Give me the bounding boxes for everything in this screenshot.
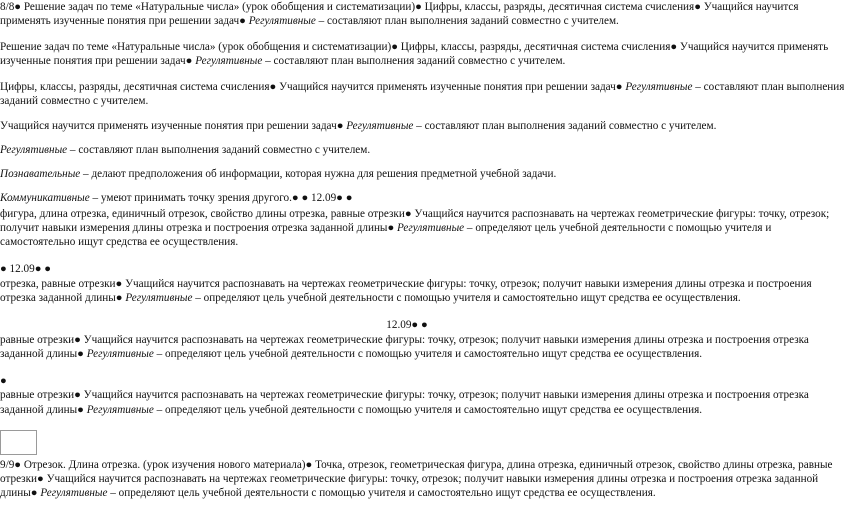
text-line <box>0 14 814 29</box>
text-run: 12.09● ● <box>386 319 428 331</box>
italic-term: Регулятивные <box>397 222 465 234</box>
text-run: самостоятельно ищут средства ее осуществления. <box>0 236 239 248</box>
text-line <box>0 472 819 487</box>
text-run: – составляют план выполнения заданий совместно с учителем. <box>315 15 619 27</box>
italic-term: Регулятивные <box>625 81 693 93</box>
text-run: ● 12.09● ● <box>0 263 52 275</box>
text-line <box>0 277 814 292</box>
text-run: Решение задач по теме «Натуральные числа» (урок обобщения и систематизации)● Цифры, классы, разряды, десятичная система счисления● Учащийся научится применять <box>0 41 829 53</box>
text-run: – составляют план выполнения заданий совместно с учителем. <box>67 144 371 156</box>
text-run: Цифры, классы, разряды, десятичная система счисления● Учащийся научится применять изученные понятия при решении задач● <box>0 81 626 93</box>
text-run: изученные понятия при решении задач● <box>0 55 196 67</box>
text-line <box>0 143 814 158</box>
italic-term: Регулятивные <box>195 55 263 67</box>
text-run: – определяют цель учебной деятельности с помощью учителя и <box>464 222 772 234</box>
text-line <box>0 167 814 182</box>
text-run: – делают предположения об информации, которая нужна для решения предметной учебной задачи. <box>80 168 557 180</box>
text-run: отрезки● Учащийся научится распознавать на чертежах геометрические фигуры: точку, отрезок; получит навыки измерения длины отрезка и построения отрезка заданной <box>0 473 819 485</box>
text-run: – умеют принимать точку зрения другого.● ● 12.09● ● <box>89 192 353 204</box>
text-line <box>0 291 814 306</box>
text-line <box>0 221 814 236</box>
text-run: ● <box>0 375 7 387</box>
text-run: равные отрезки● Учащийся научится распознавать на чертежах геометрические фигуры: точку, отрезок; получит навыки измерения длины отрезка и построения отрезка <box>0 389 809 401</box>
text-run: заданной длины● <box>0 404 87 416</box>
text-line <box>0 403 814 418</box>
italic-term: Регулятивные <box>86 404 154 416</box>
italic-term: Регулятивные <box>248 15 316 27</box>
text-run: – определяют цель учебной деятельности с помощью учителя и самостоятельно ищут средства ее осуществления. <box>153 404 703 416</box>
italic-term: Регулятивные <box>0 144 68 156</box>
italic-term: Регулятивные <box>40 487 108 499</box>
italic-term: Регулятивные <box>86 348 154 360</box>
text-line <box>0 347 814 362</box>
text-run: фигура, длина отрезка, единичный отрезок, свойство длины отрезка, равные отрезки● Учащийся научится распознавать на чертежах геометрические фигуры: точку, отрезок; <box>0 208 830 220</box>
text-run: – составляют план выполнения <box>692 81 844 93</box>
text-run: длины● <box>0 487 41 499</box>
text-line <box>0 191 814 206</box>
italic-term: Познавательные <box>0 168 81 180</box>
text-line <box>0 94 814 109</box>
text-run: равные отрезки● Учащийся научится распознавать на чертежах геометрические фигуры: точку, отрезок; получит навыки измерения длины отрезка и построения отрезка <box>0 334 809 346</box>
text-line <box>0 318 814 333</box>
text-run: – определяют цель учебной деятельности с помощью учителя и самостоятельно ищут средства ее осуществления. <box>192 292 741 304</box>
text-line <box>0 262 814 277</box>
text-run: 9/9● Отрезок. Длина отрезка. (урок изучения нового материала)● Точка, отрезок, геометрическая фигура, длина отрезка, единичный отрезок, свойство длины отрезка, равные <box>0 459 833 471</box>
text-run: применять изученные понятия при решении задач● <box>0 15 249 27</box>
text-run: Учащийся научится применять изученные понятия при решении задач● <box>0 120 347 132</box>
text-run: получит навыки измерения длины отрезка и построения отрезка заданной длины● <box>0 222 397 234</box>
italic-term: Регулятивные <box>125 292 193 304</box>
text-line <box>0 458 833 473</box>
text-line <box>0 333 814 348</box>
text-line <box>0 40 829 55</box>
text-line <box>0 374 814 389</box>
text-run: – определяют цель учебной деятельности с помощью учителя и самостоятельно ищут средства ее осуществления. <box>153 348 703 360</box>
text-line <box>0 207 830 222</box>
text-run: – составляют план выполнения заданий совместно с учителем. <box>262 55 566 67</box>
italic-term: Коммуникативные <box>0 192 90 204</box>
text-line <box>0 119 814 134</box>
text-line <box>0 80 844 95</box>
text-run: отрезка заданной длины● <box>0 292 126 304</box>
text-run: 8/8● Решение задач по теме «Натуральные числа» (урок обобщения и систематизации)● Цифры, классы, разряды, десятичная система счисления● Учащийся научится <box>0 1 799 13</box>
text-line <box>0 0 814 15</box>
empty-table-cell <box>0 430 37 455</box>
text-line <box>0 54 814 69</box>
italic-term: Регулятивные <box>346 120 414 132</box>
text-line <box>0 235 814 250</box>
text-run: заданной длины● <box>0 348 87 360</box>
text-line <box>0 388 814 403</box>
text-run: – определяют цель учебной деятельности с помощью учителя и самостоятельно ищут средства ее осуществления. <box>107 487 656 499</box>
text-run: заданий совместно с учителем. <box>0 95 149 107</box>
text-line <box>0 486 814 501</box>
text-run: – составляют план выполнения заданий совместно с учителем. <box>413 120 717 132</box>
text-run: отрезка, равные отрезки● Учащийся научится распознавать на чертежах геометрические фигуры: точку, отрезок; получит навыки измерения длины отрезка и построения <box>0 278 812 290</box>
